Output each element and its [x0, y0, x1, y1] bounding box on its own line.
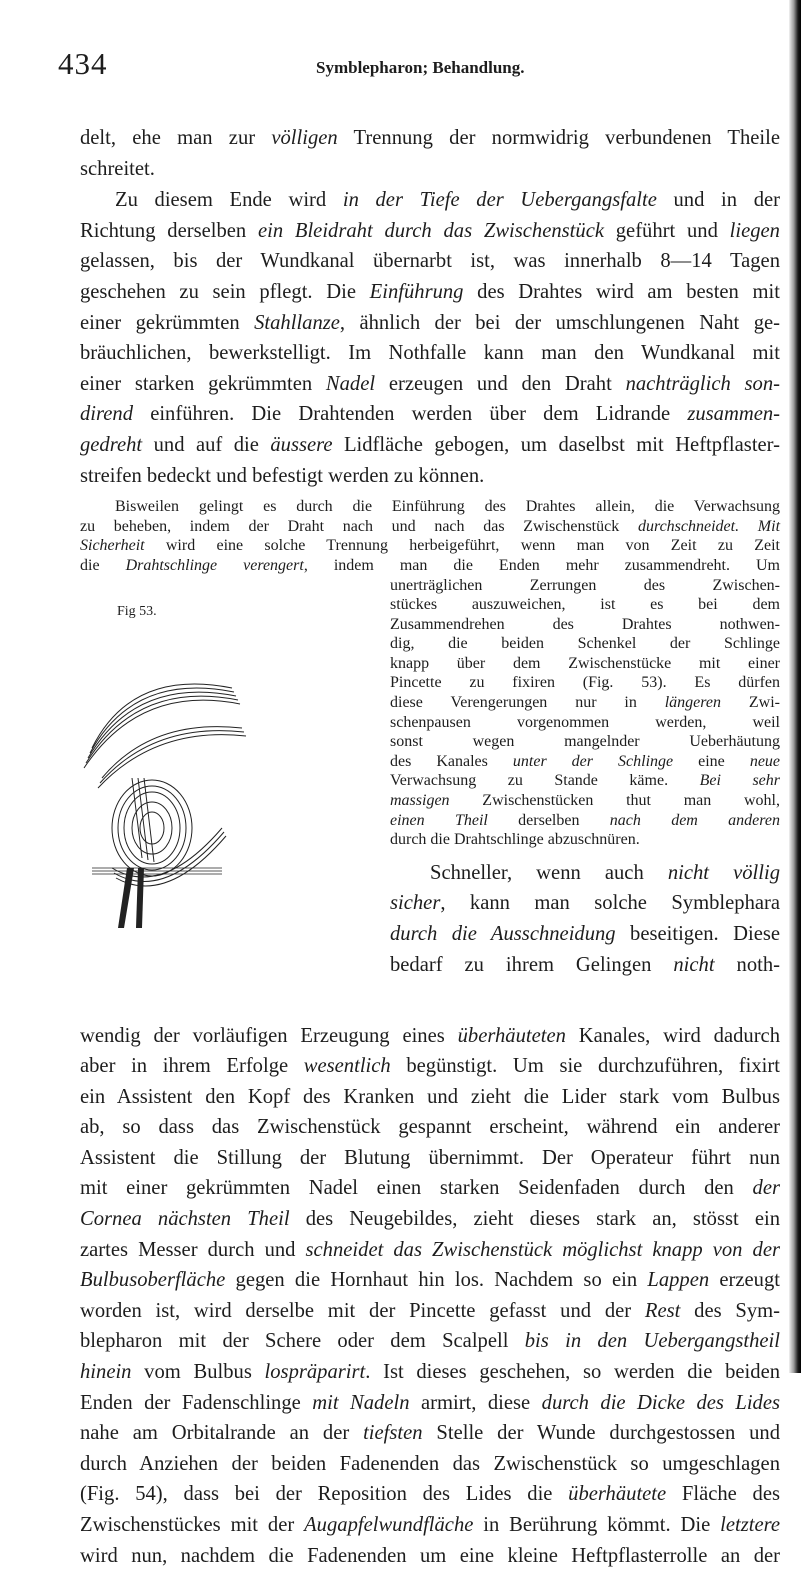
- text-line: stückes auszuweichen, ist es bei dem: [390, 595, 780, 615]
- text-line: Zusammendrehen des Drahtes nothwen-: [390, 615, 780, 635]
- text-line: Pincette zu fixiren (Fig. 53). Es dürfen: [390, 673, 780, 693]
- text-line: gedreht und auf die äussere Lidfläche gebogen, um daselbst mit Heftpflaster-: [80, 430, 780, 461]
- paragraph-1: [80, 123, 780, 184]
- eye-illustration: [72, 628, 252, 928]
- paragraph-4-start: [390, 858, 780, 980]
- paragraph-4-continued: [80, 1021, 780, 1571]
- text-line: einen Theil derselben nach dem anderen: [390, 811, 780, 831]
- text-line: hinein vom Bulbus lospräparirt. Ist dieses geschehen, so werden die beiden: [80, 1357, 780, 1388]
- text-line: wird nun, nachdem die Fadenenden um eine kleine Heftpflasterrolle an der: [80, 1541, 780, 1571]
- text-line: streifen bedeckt und befestigt werden zu können.: [80, 461, 780, 492]
- text-line: durch Anziehen der beiden Fadenenden das Zwischenstück so umgeschlagen: [80, 1449, 780, 1480]
- text-line: bräuchlichen, bewerkstelligt. Im Nothfalle kann man den Wundkanal mit: [80, 338, 780, 369]
- text-line: Sicherheit wird eine solche Trennung herbeigeführt, wenn man von Zeit zu Zeit: [80, 536, 780, 556]
- text-line: (Fig. 54), dass bei der Reposition des Lides die überhäutete Fläche des: [80, 1479, 780, 1510]
- text-line: Zu diesem Ende wird in der Tiefe der Uebergangsfalte und in der: [80, 185, 780, 216]
- text-line: schreitet.: [80, 154, 780, 185]
- text-line: ein Assistent den Kopf des Kranken und zieht die Lider stark vom Bulbus: [80, 1082, 780, 1113]
- text-line: zartes Messer durch und schneidet das Zwischenstück möglichst knapp von der: [80, 1235, 780, 1266]
- text-line: Bulbusoberfläche gegen die Hornhaut hin los. Nachdem so ein Lappen erzeugt: [80, 1265, 780, 1296]
- text-line: sicher, kann man solche Symblephara: [390, 888, 780, 919]
- figure-side-text: [390, 576, 780, 981]
- page-number: 434: [58, 46, 108, 82]
- text-line: blepharon mit der Schere oder dem Scalpell bis in den Uebergangstheil: [80, 1326, 780, 1357]
- text-line: dig, die beiden Schenkel der Schlinge: [390, 634, 780, 654]
- text-line: Bisweilen gelingt es durch die Einführung des Drahtes allein, die Verwachsung: [80, 497, 780, 517]
- page-body: [80, 123, 780, 1571]
- figure-53: [80, 576, 250, 1021]
- page-edge-shadow: [789, 0, 801, 1373]
- text-line: Assistent die Stillung der Blutung übernimmt. Der Operateur führt nun: [80, 1143, 780, 1174]
- text-line: des Kanales unter der Schlinge eine neue: [390, 752, 780, 772]
- text-line: unerträglichen Zerrungen des Zwischen-: [390, 576, 780, 596]
- text-line: ab, so dass das Zwischenstück gespannt erscheint, während ein anderer: [80, 1112, 780, 1143]
- text-line: delt, ehe man zur völligen Trennung der normwidrig verbundenen Theile: [80, 123, 780, 154]
- text-line: einer starken gekrümmten Nadel erzeugen und den Draht nachträglich son-: [80, 369, 780, 400]
- text-line: mit einer gekrümmten Nadel einen starken Seidenfaden durch den der: [80, 1173, 780, 1204]
- text-line: durch die Ausschneidung beseitigen. Diese: [390, 919, 780, 950]
- text-line: die Drahtschlinge verengert, indem man die Enden mehr zusammendreht. Um: [80, 556, 780, 576]
- page-header: [58, 46, 780, 82]
- paragraph-2: [80, 185, 780, 491]
- text-line: schenpausen vorgenommen werden, weil: [390, 713, 780, 733]
- text-line: einer gekrümmten Stahllanze, ähnlich der bei der umschlungenen Naht ge-: [80, 308, 780, 339]
- text-line: knapp über dem Zwischenstücke mit einer: [390, 654, 780, 674]
- running-head: Symblepharon; Behandlung.: [316, 58, 524, 78]
- text-line: geschehen zu sein pflegt. Die Einführung des Drahtes wird am besten mit: [80, 277, 780, 308]
- text-line: Cornea nächsten Theil des Neugebildes, zieht dieses stark an, stösst ein: [80, 1204, 780, 1235]
- figure-wrap-region: [80, 576, 780, 1021]
- text-line: diese Verengerungen nur in längeren Zwi-: [390, 693, 780, 713]
- text-line: dirend einführen. Die Drahtenden werden über dem Lidrande zusammen-: [80, 399, 780, 430]
- text-line: worden ist, wird derselbe mit der Pincette gefasst und der Rest des Sym-: [80, 1296, 780, 1327]
- text-line: bedarf zu ihrem Gelingen nicht noth-: [390, 950, 780, 981]
- paragraph-3-continued: [390, 576, 780, 850]
- text-line: Richtung derselben ein Bleidraht durch das Zwischenstück geführt und liegen: [80, 216, 780, 247]
- text-line: gelassen, bis der Wundkanal übernarbt ist, was innerhalb 8—14 Tagen: [80, 246, 780, 277]
- text-line: Schneller, wenn auch nicht völlig: [390, 858, 780, 889]
- text-line: sonst wegen mangelnder Ueberhäutung: [390, 732, 780, 752]
- text-line: durch die Drahtschlinge abzuschnüren.: [390, 830, 780, 850]
- text-line: massigen Zwischenstücken thut man wohl,: [390, 791, 780, 811]
- text-line: nahe am Orbitalrande an der tiefsten Stelle der Wunde durchgestossen und: [80, 1418, 780, 1449]
- text-line: aber in ihrem Erfolge wesentlich begünstigt. Um sie durchzuführen, fixirt: [80, 1051, 780, 1082]
- text-line: Enden der Fadenschlinge mit Nadeln armirt, diese durch die Dicke des Lides: [80, 1388, 780, 1419]
- figure-caption: Fig 53.: [117, 604, 157, 620]
- text-line: Zwischenstückes mit der Augapfelwundfläche in Berührung kömmt. Die letztere: [80, 1510, 780, 1541]
- text-line: zu beheben, indem der Draht nach und nach das Zwischenstück durchschneidet. Mit: [80, 517, 780, 537]
- text-line: wendig der vorläufigen Erzeugung eines überhäuteten Kanales, wird dadurch: [80, 1021, 780, 1052]
- paragraph-3-small-print: [80, 497, 780, 575]
- text-line: Verwachsung zu Stande käme. Bei sehr: [390, 771, 780, 791]
